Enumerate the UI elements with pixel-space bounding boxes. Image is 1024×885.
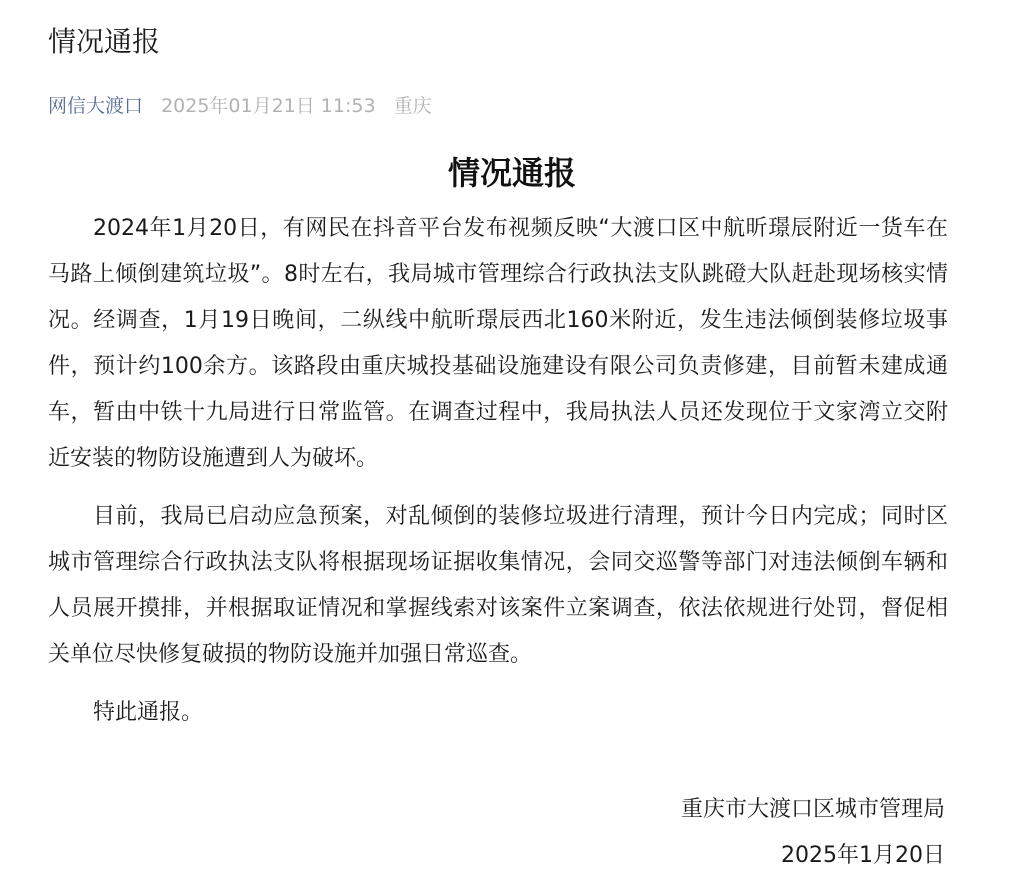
publish-time: 2025年01月21日 11:53 [161,95,376,117]
signature-block [681,787,945,879]
document-body [48,206,948,736]
paragraph-incident: 2024年1月20日，有网民在抖音平台发布视频反映“大渡口区中航昕璟辰附近一货车在马路上倾倒建筑垃圾”。8时左右，我局城市管理综合行政执法支队跳磴大队赶赴现场核实情况。经调查，1月19日晚间，二纵线中航昕璟辰西北160米附近，发生违法倾倒装修垃圾事件，预计约100余方。该路段由重庆城投基础设施建设有限公司负责修建，目前暂未建成通车，暂由中铁十九局进行日常监管。在调查过程中，我局执法人员还发现位于文家湾立交附近安装的物防设施遭到人为破坏。 [48,216,948,471]
signature-org: 重庆市大渡口区城市管理局 [680,797,945,822]
document-heading: 情况通报 [447,154,576,192]
account-name-link[interactable]: 网信大渡口 [48,95,144,117]
publish-location: 重庆 [393,95,432,117]
article-meta [48,93,978,119]
article-header [48,20,978,119]
paragraph-closing: 特此通报。 [93,700,204,725]
article-title: 情况通报 [48,25,161,58]
paragraph-response: 目前，我局已启动应急预案，对乱倾倒的装修垃圾进行清理，预计今日内完成；同时区城市管理综合行政执法支队将根据现场证据收集情况，会同交巡警等部门对违法倾倒车辆和人员展开摸排，并根据取证情况和掌握线索对该案件立案调查，依法依规进行处罚，督促相关单位尽快修复破损的物防设施并加强日常巡查。 [48,504,948,667]
signature-date: 2025年1月20日 [781,843,945,868]
